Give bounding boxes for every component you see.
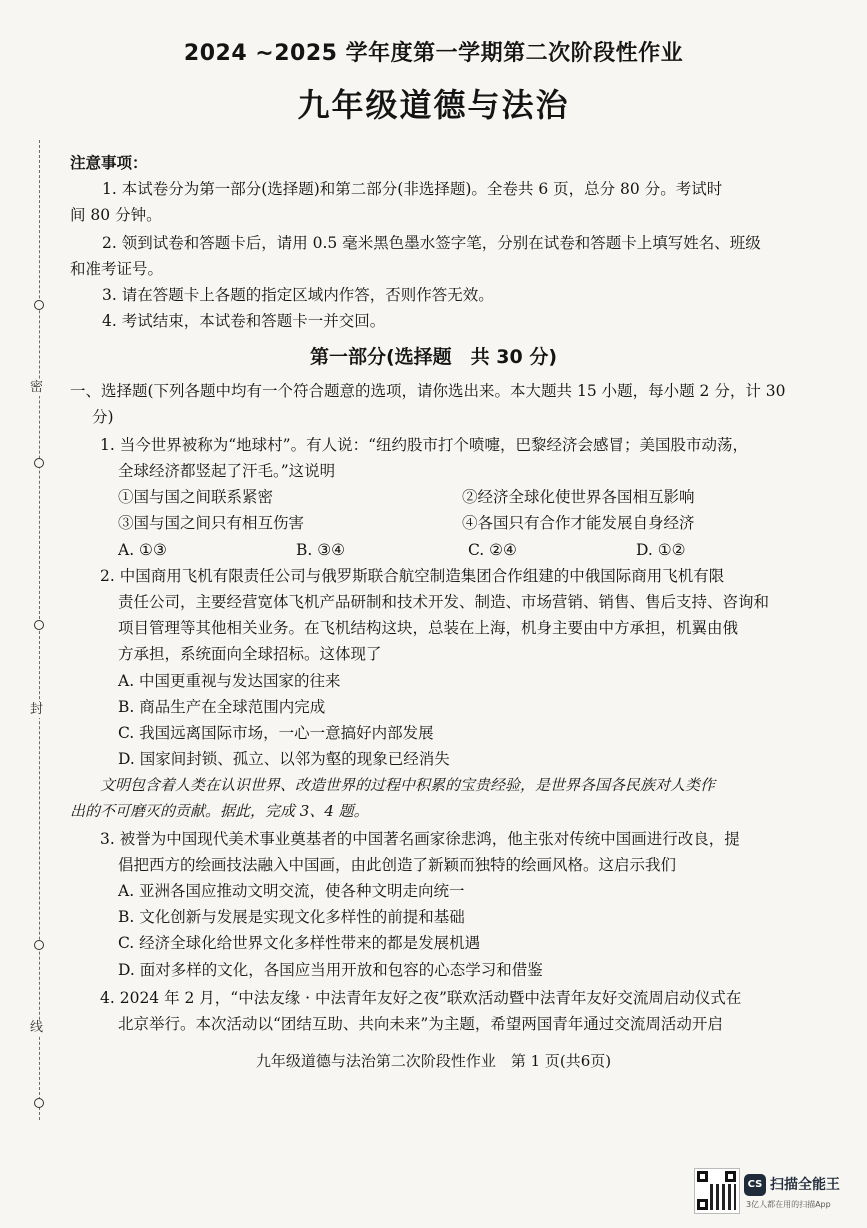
note-item: 2. 领到试卷和答题卡后，请用 0.5 毫米黑色墨水签字笔，分别在试卷和答题卡上填写姓名、班级 xyxy=(102,234,761,252)
answer-choice: B. 文化创新与发展是实现文化多样性的前提和基础 xyxy=(118,908,465,926)
note-item: 1. 本试卷分为第一部分(选择题)和第二部分(非选择题)。全卷共 6 页，总分 80 分。考试时 xyxy=(102,180,723,198)
binding-dashed-line xyxy=(39,140,41,1120)
answer-choice: A. 中国更重视与发达国家的往来 xyxy=(118,672,341,690)
exam-series-title: 2024 ~2025 学年度第一学期第二次阶段性作业 xyxy=(183,41,684,66)
question-stem: 3. 被誉为中国现代美术事业奠基者的中国著名画家徐悲鸿，他主张对传统中国画进行改良，提 xyxy=(100,830,740,848)
camscanner-logo: CS xyxy=(744,1174,766,1196)
answer-choice: D. 国家间封锁、孤立、以邻为壑的现象已经消失 xyxy=(118,750,450,768)
answer-choice: C. 经济全球化给世界文化多样性带来的都是发展机遇 xyxy=(118,934,481,952)
answer-choice: A. ①③ xyxy=(118,541,167,559)
binding-hole-icon xyxy=(34,940,44,950)
statement-option: ④各国只有合作才能发展自身经济 xyxy=(462,514,695,532)
binding-mark: 密 xyxy=(30,380,44,395)
camscanner-tagline: 3亿人都在用的扫描App xyxy=(746,1200,831,1209)
scanner-watermark xyxy=(694,1168,854,1218)
reading-material: 文明包含着人类在认识世界、改造世界的过程中积累的宝贵经验，是世界各国各民族对人类作 xyxy=(100,776,716,794)
page-footer: 九年级道德与法治第二次阶段性作业 第 1 页(共6页) xyxy=(255,1052,612,1070)
question-stem: 1. 当今世界被称为“地球村”。有人说：“纽约股市打个喷嚏，巴黎经济会感冒；美国股市动荡， xyxy=(100,436,748,454)
question-stem: 方承担，系统面向全球招标。这体现了 xyxy=(118,645,382,663)
section-intro: 分) xyxy=(92,408,114,426)
binding-hole-icon xyxy=(34,458,44,468)
question-stem: 全球经济都竖起了汗毛。”这说明 xyxy=(118,462,336,480)
answer-choice: A. 亚洲各国应推动文明交流，使各种文明走向统一 xyxy=(118,882,465,900)
binding-mark: 封 xyxy=(30,702,44,717)
binding-hole-icon xyxy=(34,620,44,630)
note-item: 和准考证号。 xyxy=(70,260,164,278)
answer-choice: C. 我国远离国际市场，一心一意搞好内部发展 xyxy=(118,724,434,742)
answer-choice: B. 商品生产在全球范围内完成 xyxy=(118,698,326,716)
note-item: 3. 请在答题卡上各题的指定区域内作答，否则作答无效。 xyxy=(102,286,494,304)
question-stem: 责任公司，主要经营宽体飞机产品研制和技术开发、制造、市场营销、销售、售后支持、咨询和 xyxy=(118,593,770,611)
answer-choice: D. ①② xyxy=(636,541,686,559)
statement-option: ①国与国之间联系紧密 xyxy=(118,488,274,506)
question-stem: 项目管理等其他相关业务。在飞机结构这块，总装在上海，机身主要由中方承担，机翼由俄 xyxy=(118,619,739,637)
question-stem: 倡把西方的绘画技法融入中国画，由此创造了新颖而独特的绘画风格。这启示我们 xyxy=(118,856,677,874)
note-item: 间 80 分钟。 xyxy=(70,206,162,224)
statement-option: ②经济全球化使世界各国相互影响 xyxy=(462,488,695,506)
part1-title: 第一部分(选择题 共 30 分) xyxy=(309,346,558,368)
answer-choice: D. 面对多样的文化，各国应当用开放和包容的心态学习和借鉴 xyxy=(118,961,543,979)
note-item: 4. 考试结束，本试卷和答题卡一并交回。 xyxy=(102,312,386,330)
notes-heading: 注意事项： xyxy=(70,154,148,172)
answer-choice: C. ②④ xyxy=(468,541,517,559)
binding-hole-icon xyxy=(34,300,44,310)
subject-title: 九年级道德与法治 xyxy=(297,86,570,124)
answer-choice: B. ③④ xyxy=(296,541,346,559)
question-stem: 2. 中国商用飞机有限责任公司与俄罗斯联合航空制造集团合作组建的中俄国际商用飞机有限 xyxy=(100,567,725,585)
binding-mark: 线 xyxy=(30,1020,44,1035)
question-stem: 4. 2024 年 2 月，“中法友缘 · 中法青年友好之夜”联欢活动暨中法青年友好交流周启动仪式在 xyxy=(100,989,742,1007)
binding-margin xyxy=(30,140,50,1120)
binding-hole-icon xyxy=(34,1098,44,1108)
statement-option: ③国与国之间只有相互伤害 xyxy=(118,514,305,532)
section-intro: 一、选择题(下列各题中均有一个符合题意的选项，请你选出来。本大题共 15 小题，每小题 2 分，计 30 xyxy=(70,382,786,400)
reading-material: 出的不可磨灭的贡献。据此，完成 3、4 题。 xyxy=(70,802,369,820)
qr-code-icon xyxy=(694,1168,740,1214)
question-stem: 北京举行。本次活动以“团结互助、共向未来”为主题，希望两国青年通过交流周活动开启 xyxy=(118,1015,723,1033)
camscanner-name: 扫描全能王 xyxy=(770,1177,840,1193)
